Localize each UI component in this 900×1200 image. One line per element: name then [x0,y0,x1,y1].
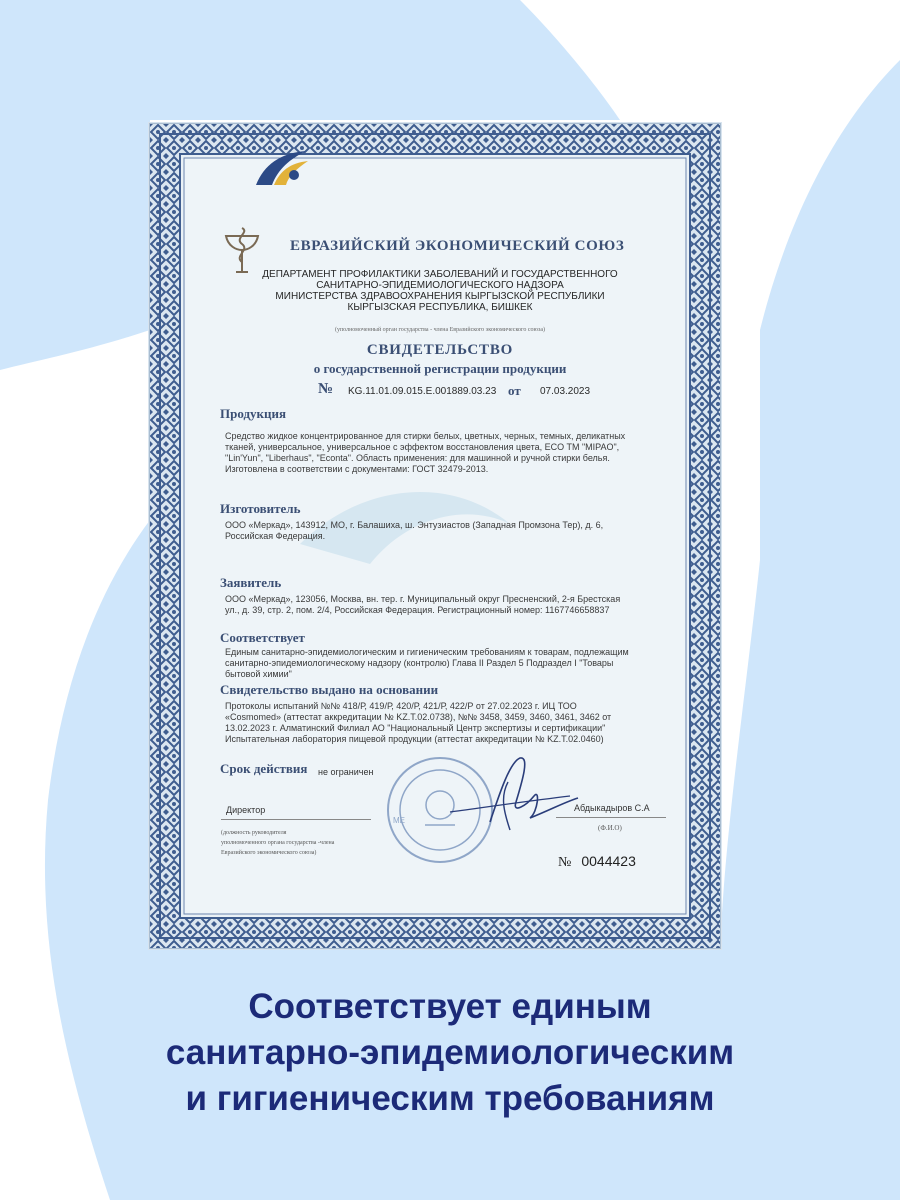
position-underline [221,819,371,820]
caption-line: и гигиеническим требованиям [185,1079,715,1118]
section-heading-basis: Свидетельство выдано на основании [220,682,439,697]
section-heading-compliance: Соответствует [220,630,305,645]
eurasian-union-emblem-icon [250,145,312,191]
bowl-of-hygieia-icon [222,222,262,276]
caption [0,984,900,1122]
text-line: Российская Федерация. [225,531,326,541]
text-line: Единым санитарно-эпидемиологическим и гигиеническим требованиям к товарам, подлежащим [225,647,629,657]
section-text-compliance [225,647,675,680]
validity-value: не ограничен [318,767,374,777]
text-line: «Cosmomed» (аттестат аккредитации № KZ.T.02.0738), №№ 3458, 3459, 3460, 3461, 3462 от [225,712,612,722]
blank-number [558,853,636,871]
text-line: Средство жидкое концентрированное для стирки белых, цветных, черных, темных, деликатных [225,431,626,441]
text-line: "Lin'Yun", "Liberhaus", "Econta". Область применения: для машинной и ручной стирки белья. [225,453,610,463]
signer-name: Абдыкадыров С.А [574,803,650,813]
signer-note: (Ф.И.О) [598,824,622,832]
certificate-subtitle: о государственной регистрации продукции [313,361,567,376]
note-line: (должность руководителя [221,830,287,836]
certificate-number: KG.11.01.09.015.E.001889.03.23 [348,386,497,397]
note-line: уполномоченного органа государства -члена [221,840,335,846]
department-line: ДЕПАРТАМЕНТ ПРОФИЛАКТИКИ ЗАБОЛЕВАНИЙ И ГОСУДАРСТВЕННОГО [262,269,618,280]
caption-line: Соответствует единым [248,987,652,1026]
section-text-manufacturer [225,520,675,542]
position-label: Директор [226,805,266,815]
text-line: бытовой химии" [225,669,292,679]
blank-number-value: 0044423 [581,853,636,869]
department-block [240,269,640,313]
certificate-title: СВИДЕТЕЛЬСТВО [366,342,514,358]
section-text-product [225,431,675,475]
text-line: тканей, универсальное, универсальное с эффектом восстановления цвета, ECO TM "MIPAO", [225,442,620,452]
section-heading-applicant: Заявитель [220,575,282,590]
svg-text:МЕ: МЕ [393,816,405,825]
text-line: Изготовлена в соответствии с документами: ГОСТ 32479-2013. [225,464,489,474]
section-heading-product: Продукция [220,406,287,421]
union-title: ЕВРАЗИЙСКИЙ ЭКОНОМИЧЕСКИЙ СОЮЗ [290,238,625,254]
text-line: ООО «Меркад», 123056, Москва, вн. тер. г. Муниципальный округ Пресненский, 2-я Брестская [225,594,621,604]
certificate-date: 07.03.2023 [540,386,591,397]
validity-heading: Срок действия [220,761,308,776]
text-line: 13.02.2023 г. Алматинский Филиал АО "Национальный Центр экспертизы и сертификации" [225,723,606,733]
blank-number-symbol: № [558,855,572,870]
department-line: МИНИСТЕРСТВА ЗДРАВООХРАНЕНИЯ КЫРГЫЗСКОЙ РЕСПУБЛИКИ [275,291,605,302]
text-line: ул., д. 39, стр. 2, пом. 2/4, Российская Федерация. Регистрационный номер: 1167746658837 [225,605,610,615]
department-line: САНИТАРНО-ЭПИДЕМИОЛОГИЧЕСКОГО НАДЗОРА [316,280,564,291]
section-text-basis [225,701,675,745]
text-line: Протоколы испытаний №№ 418/Р, 419/Р, 420/Р, 421/Р, 422/Р от 27.02.2023 г. ИЦ ТОО [225,701,577,711]
position-note [221,828,391,858]
number-symbol: № [318,381,334,397]
section-heading-manufacturer: Изготовитель [220,501,301,516]
caption-line: санитарно-эпидемиологическим [165,1033,735,1072]
text-line: Испытательная лаборатория пищевой продукции (аттестат аккредитации № KZ.T.02.0460) [225,734,604,744]
section-text-applicant [225,594,675,616]
handwritten-signature-icon [430,752,580,837]
text-line: санитарно-эпидемиологическому надзору (контролю) Глава II Раздел 5 Подраздел I "Товары [225,658,614,668]
signer-underline [556,817,666,818]
date-prefix: от [508,383,521,398]
note-line: Евразийского экономического союза) [221,850,317,856]
authority-note: (уполномоченный орган государства - члена Евразийского экономического союза) [334,327,546,333]
text-line: ООО «Меркад», 143912, МО, г. Балашиха, ш. Энтузиастов (Западная Промзона Тер), д. 6, [225,520,604,530]
department-line: КЫРГЫЗСКАЯ РЕСПУБЛИКА, БИШКЕК [347,302,533,313]
certificate-number-row [318,381,618,402]
